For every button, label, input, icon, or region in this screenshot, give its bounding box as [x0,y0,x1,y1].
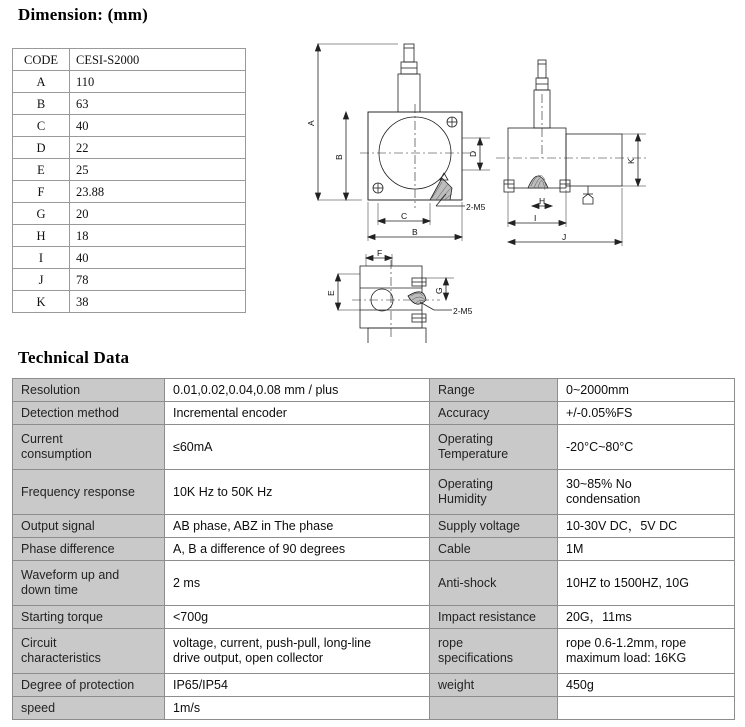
dimension-table-row [13,71,246,93]
technical-right-label-stack [438,636,549,666]
technical-right-label-line: Humidity [438,492,487,506]
technical-right-label [430,470,558,515]
technical-right-value-stack [566,636,726,666]
dimension-value-cell: 40 [70,115,246,137]
drawing-label-E: E [326,290,336,296]
technical-left-label: speed [13,697,165,720]
dimension-table-header-row [13,49,246,71]
technical-right-value [558,697,735,720]
technical-right-label [430,629,558,674]
dimension-table-body [13,49,246,313]
technical-left-label-line: Current [21,432,63,446]
dimension-table-row [13,291,246,313]
technical-left-label: Detection method [13,402,165,425]
technical-data-row [13,606,735,629]
technical-right-label: Impact resistance [430,606,558,629]
drawing-label-A: A [306,120,316,126]
technical-left-value: IP65/IP54 [165,674,430,697]
technical-left-label: Resolution [13,379,165,402]
technical-data-row [13,697,735,720]
technical-left-value: Incremental encoder [165,402,430,425]
technical-right-label: Range [430,379,558,402]
dimension-header-model: CESI-S2000 [70,49,246,71]
technical-data-table [12,378,735,720]
technical-left-label-stack [21,432,156,462]
dimension-table-row [13,137,246,159]
dimension-code-cell: J [13,269,70,291]
drawing-labels [306,120,636,316]
technical-right-value-line: condensation [566,492,641,506]
technical-left-label [13,425,165,470]
dimension-value-cell: 38 [70,291,246,313]
technical-left-label-stack [21,568,156,598]
technical-right-value: 1M [558,538,735,561]
technical-right-value-line: rope 0.6-1.2mm, rope [566,636,687,650]
dimension-table-row [13,225,246,247]
technical-left-label: Frequency response [13,470,165,515]
technical-left-label-line: down time [21,583,78,597]
technical-data-row [13,515,735,538]
dimension-code-cell: C [13,115,70,137]
side-view-drawing [496,60,648,246]
technical-left-label: Starting torque [13,606,165,629]
dimension-value-cell: 20 [70,203,246,225]
page-title-technical-data: Technical Data [18,348,130,367]
technical-left-value: 0.01,0.02,0.04,0.08 mm / plus [165,379,430,402]
technical-right-label-line: specifications [438,651,514,665]
technical-right-value-stack [566,477,726,507]
dimension-code-cell: A [13,71,70,93]
technical-right-value-line: 30~85% No [566,477,632,491]
technical-right-label: Cable [430,538,558,561]
technical-left-label-line: Circuit [21,636,57,650]
dimension-value-cell: 22 [70,137,246,159]
technical-right-value: 10HZ to 1500HZ, 10G [558,561,735,606]
dimension-value-cell: 78 [70,269,246,291]
technical-right-label [430,425,558,470]
technical-left-label: Phase difference [13,538,165,561]
technical-left-label [13,629,165,674]
technical-data-row [13,470,735,515]
technical-drawings [300,38,740,343]
dimension-code-cell: F [13,181,70,203]
technical-left-label: Output signal [13,515,165,538]
technical-left-label: Degree of protection [13,674,165,697]
technical-left-value: <700g [165,606,430,629]
drawing-label-H: H [539,196,546,206]
technical-left-label [13,561,165,606]
dimension-table-row [13,247,246,269]
dimension-code-cell: H [13,225,70,247]
technical-left-value-line: drive output, open collector [173,651,324,665]
drawing-label-C: C [401,211,408,221]
technical-left-value: AB phase, ABZ in The phase [165,515,430,538]
technical-right-label: Accuracy [430,402,558,425]
technical-left-value: 10K Hz to 50K Hz [165,470,430,515]
technical-right-value [558,629,735,674]
technical-left-value [165,629,430,674]
dimension-code-cell: E [13,159,70,181]
technical-left-value: A, B a difference of 90 degrees [165,538,430,561]
top-view-drawing [335,254,454,343]
technical-data-row [13,629,735,674]
drawing-label-G: G [434,287,444,294]
technical-data-row [13,425,735,470]
technical-right-value: -20°C~80°C [558,425,735,470]
drawing-label-B-horiz: B [412,227,418,237]
dimension-table-row [13,203,246,225]
technical-left-label-line: characteristics [21,651,101,665]
technical-left-value-line: voltage, current, push-pull, long-line [173,636,372,650]
technical-right-label [430,697,558,720]
drawing-label-D: D [468,150,478,157]
technical-right-label: Anti-shock [430,561,558,606]
technical-data-row [13,538,735,561]
technical-right-value: 10-30V DC，5V DC [558,515,735,538]
technical-left-value: ≤60mA [165,425,430,470]
dimension-table-row [13,115,246,137]
technical-right-label-line: Operating [438,432,493,446]
technical-left-label-line: consumption [21,447,92,461]
technical-data-body [13,379,735,720]
dimension-value-cell: 25 [70,159,246,181]
technical-right-label-line: Operating [438,477,493,491]
drawing-label-I: I [534,213,537,223]
technical-left-label-line: Waveform up and [21,568,120,582]
technical-right-value: 0~2000mm [558,379,735,402]
drawing-label-2m5-front: 2-M5 [466,202,486,212]
drawing-label-B-vert: B [334,154,344,160]
dimension-header-code: CODE [13,49,70,71]
technical-right-value: 450g [558,674,735,697]
dimension-value-cell: 63 [70,93,246,115]
technical-right-value [558,470,735,515]
technical-data-row [13,379,735,402]
dimension-value-cell: 40 [70,247,246,269]
technical-right-label: Supply voltage [430,515,558,538]
technical-right-label-line: Temperature [438,447,509,461]
technical-data-row [13,402,735,425]
technical-right-label-line: rope [438,636,464,650]
technical-right-value: 20G，11ms [558,606,735,629]
technical-right-label: weight [430,674,558,697]
dimension-value-cell: 18 [70,225,246,247]
dimension-table-row [13,159,246,181]
drawing-svg [300,38,740,343]
dimension-value-cell: 110 [70,71,246,93]
dimension-table-row [13,181,246,203]
technical-left-label-stack [21,636,156,666]
drawing-label-F: F [377,248,383,258]
technical-left-value-stack [173,636,421,666]
technical-left-value: 2 ms [165,561,430,606]
technical-right-label-stack [438,477,549,507]
dimension-table-row [13,269,246,291]
technical-right-label-stack [438,432,549,462]
dimension-table [12,48,246,313]
technical-right-value: +/-0.05%FS [558,402,735,425]
dimension-table-row [13,93,246,115]
dimension-code-cell: I [13,247,70,269]
drawing-label-2m5-top: 2-M5 [453,306,473,316]
technical-data-row [13,674,735,697]
technical-left-value: 1m/s [165,697,430,720]
dimension-value-cell: 23.88 [70,181,246,203]
drawing-label-J: J [562,232,567,242]
dimension-code-cell: D [13,137,70,159]
technical-data-row [13,561,735,606]
page-title-dimension: Dimension: (mm) [18,5,149,24]
dimension-code-cell: K [13,291,70,313]
drawing-label-K: K [626,158,636,164]
dimension-code-cell: G [13,203,70,225]
dimension-code-cell: B [13,93,70,115]
technical-right-value-line: maximum load: 16KG [566,651,687,665]
